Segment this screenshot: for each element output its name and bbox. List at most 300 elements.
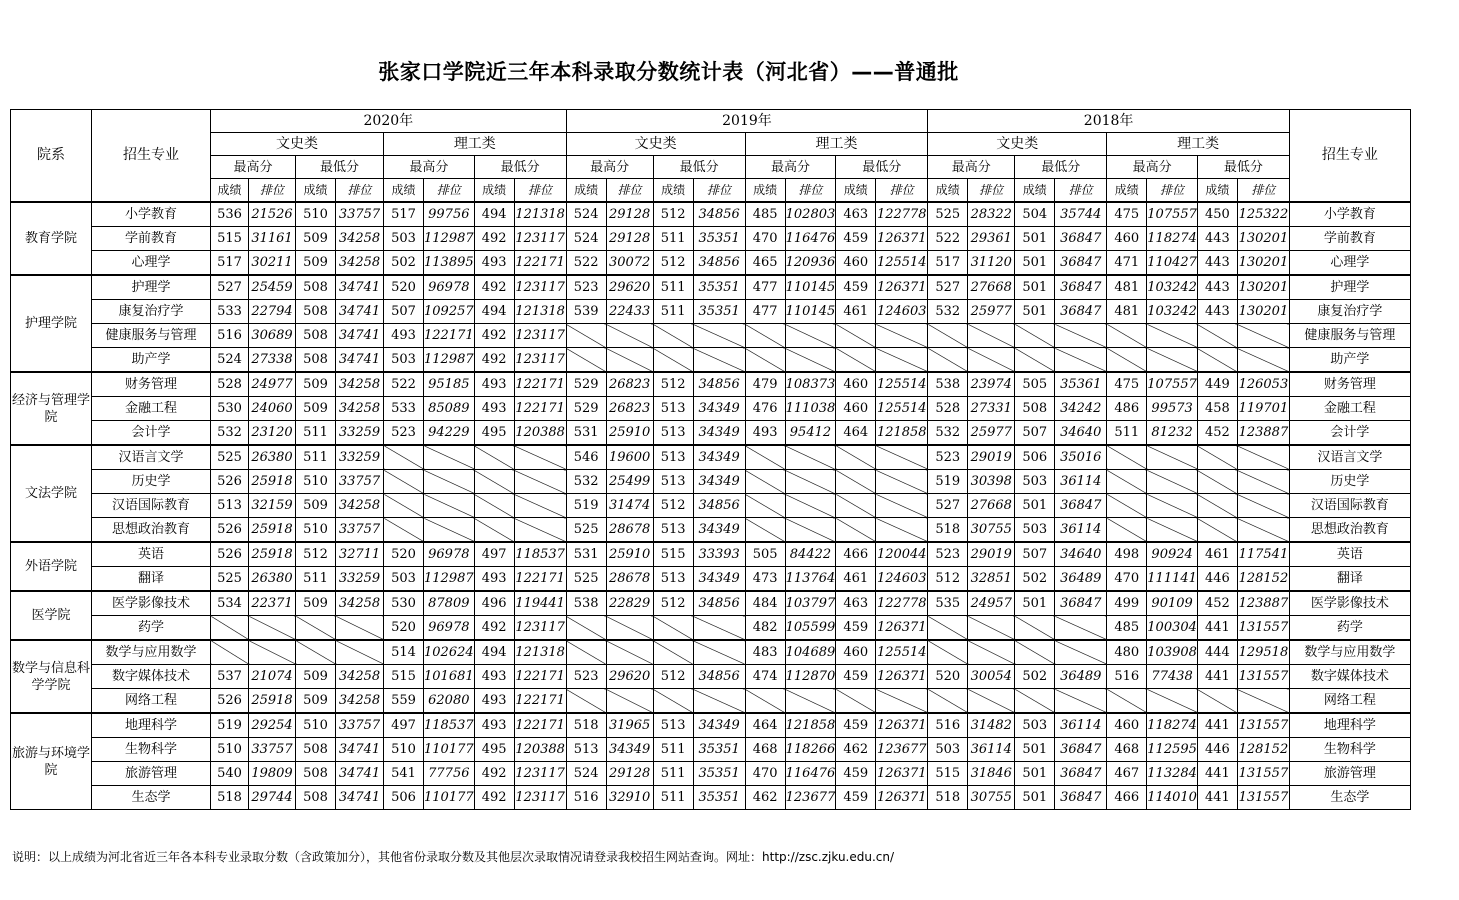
major-header-right: 招生专业 bbox=[1289, 110, 1410, 203]
min-score-cell: 493 bbox=[474, 397, 514, 421]
empty-cell bbox=[1197, 324, 1237, 348]
min-score-cell: 512 bbox=[653, 202, 693, 227]
max-score-cell: 506 bbox=[384, 786, 424, 810]
empty-cell bbox=[968, 348, 1015, 373]
empty-cell bbox=[1197, 348, 1237, 373]
max-score-cell: 534 bbox=[211, 591, 249, 616]
max-score-cell: 536 bbox=[211, 202, 249, 227]
min-rank-cell: 121318 bbox=[514, 640, 566, 665]
min-score-cell: 508 bbox=[296, 786, 336, 810]
min-rank-cell: 34258 bbox=[336, 665, 384, 689]
min-score-cell: 495 bbox=[474, 738, 514, 762]
min-rank-cell: 34741 bbox=[336, 348, 384, 373]
min-score-cell: 508 bbox=[296, 348, 336, 373]
major-cell: 护理学 bbox=[92, 275, 211, 300]
max-rank-cell: 122171 bbox=[424, 324, 475, 348]
max-score-cell: 497 bbox=[384, 713, 424, 738]
max-score-cell: 486 bbox=[1107, 397, 1147, 421]
min-score-cell: 511 bbox=[653, 300, 693, 324]
empty-cell bbox=[836, 494, 876, 518]
max-rank-cell: 112870 bbox=[785, 665, 836, 689]
rank-field-header: 排位 bbox=[1147, 179, 1198, 203]
min-score-cell: 461 bbox=[1197, 542, 1237, 567]
table-row bbox=[11, 372, 1411, 397]
max-score-cell: 523 bbox=[928, 445, 968, 470]
empty-cell bbox=[606, 324, 653, 348]
max-score-cell: 503 bbox=[384, 567, 424, 592]
empty-cell bbox=[1015, 689, 1055, 714]
empty-cell bbox=[1015, 616, 1055, 641]
max-rank-cell: 27668 bbox=[968, 275, 1015, 300]
empty-cell bbox=[249, 616, 296, 641]
empty-cell bbox=[296, 640, 336, 665]
max-score-cell: 532 bbox=[928, 300, 968, 324]
category-header: 文史类 bbox=[211, 133, 384, 156]
empty-cell bbox=[1147, 348, 1198, 373]
major-cell-right: 翻译 bbox=[1289, 567, 1410, 592]
major-cell: 会计学 bbox=[92, 421, 211, 446]
empty-cell bbox=[566, 689, 606, 714]
min-score-cell: 509 bbox=[296, 665, 336, 689]
empty-cell bbox=[968, 616, 1015, 641]
major-cell-right: 学前教育 bbox=[1289, 227, 1410, 251]
min-score-cell: 493 bbox=[474, 713, 514, 738]
max-score-cell: 503 bbox=[928, 738, 968, 762]
major-cell: 数字媒体技术 bbox=[92, 665, 211, 689]
category-header: 理工类 bbox=[1107, 133, 1290, 156]
major-header: 招生专业 bbox=[92, 110, 211, 203]
table-row bbox=[11, 348, 1411, 373]
max-rank-cell: 22371 bbox=[249, 591, 296, 616]
min-score-cell: 461 bbox=[836, 300, 876, 324]
empty-cell bbox=[1237, 348, 1289, 373]
min-score-cell: 466 bbox=[836, 542, 876, 567]
empty-cell bbox=[836, 689, 876, 714]
header-row-score-types bbox=[11, 156, 1411, 179]
empty-cell bbox=[474, 518, 514, 543]
min-score-cell: 459 bbox=[836, 227, 876, 251]
max-score-cell: 477 bbox=[745, 275, 785, 300]
table-row bbox=[11, 689, 1411, 714]
max-rank-cell: 29019 bbox=[968, 542, 1015, 567]
max-score-cell: 526 bbox=[211, 470, 249, 494]
max-rank-cell: 28322 bbox=[968, 202, 1015, 227]
table-row bbox=[11, 713, 1411, 738]
max-score-cell: 525 bbox=[566, 518, 606, 543]
max-rank-cell: 111038 bbox=[785, 397, 836, 421]
empty-cell bbox=[693, 640, 745, 665]
min-score-cell: 512 bbox=[653, 372, 693, 397]
min-score-cell: 449 bbox=[1197, 372, 1237, 397]
score-type-header: 最高分 bbox=[928, 156, 1015, 179]
max-score-cell: 510 bbox=[384, 738, 424, 762]
max-score-cell: 514 bbox=[384, 640, 424, 665]
rank-field-header: 排位 bbox=[424, 179, 475, 203]
max-rank-cell: 90109 bbox=[1147, 591, 1198, 616]
max-score-cell: 481 bbox=[1107, 300, 1147, 324]
min-score-cell: 459 bbox=[836, 762, 876, 786]
max-score-cell: 528 bbox=[211, 372, 249, 397]
min-rank-cell: 130201 bbox=[1237, 275, 1289, 300]
min-score-cell: 512 bbox=[296, 542, 336, 567]
max-score-cell: 485 bbox=[745, 202, 785, 227]
major-cell-right: 小学教育 bbox=[1289, 202, 1410, 227]
max-score-cell: 526 bbox=[211, 518, 249, 543]
header-row-categories bbox=[11, 133, 1411, 156]
min-rank-cell: 36114 bbox=[1055, 713, 1107, 738]
empty-cell bbox=[1147, 470, 1198, 494]
min-rank-cell: 130201 bbox=[1237, 300, 1289, 324]
score-field-header: 成绩 bbox=[1197, 179, 1237, 203]
max-rank-cell: 26380 bbox=[249, 445, 296, 470]
max-score-cell: 525 bbox=[211, 567, 249, 592]
empty-cell bbox=[693, 324, 745, 348]
max-rank-cell: 26380 bbox=[249, 567, 296, 592]
min-score-cell: 509 bbox=[296, 494, 336, 518]
min-rank-cell: 122171 bbox=[514, 397, 566, 421]
max-score-cell: 539 bbox=[566, 300, 606, 324]
empty-cell bbox=[653, 348, 693, 373]
score-type-header: 最低分 bbox=[653, 156, 745, 179]
table-row bbox=[11, 251, 1411, 276]
max-rank-cell: 110427 bbox=[1147, 251, 1198, 276]
empty-cell bbox=[211, 640, 249, 665]
min-rank-cell: 131557 bbox=[1237, 665, 1289, 689]
score-field-header: 成绩 bbox=[296, 179, 336, 203]
major-cell-right: 网络工程 bbox=[1289, 689, 1410, 714]
max-score-cell: 493 bbox=[384, 324, 424, 348]
min-rank-cell: 126371 bbox=[876, 786, 928, 810]
max-rank-cell: 22433 bbox=[606, 300, 653, 324]
empty-cell bbox=[1107, 689, 1147, 714]
table-row bbox=[11, 470, 1411, 494]
min-rank-cell: 126053 bbox=[1237, 372, 1289, 397]
max-rank-cell: 102624 bbox=[424, 640, 475, 665]
min-rank-cell: 126371 bbox=[876, 227, 928, 251]
empty-cell bbox=[566, 324, 606, 348]
max-rank-cell: 29019 bbox=[968, 445, 1015, 470]
min-score-cell: 510 bbox=[296, 518, 336, 543]
min-score-cell: 509 bbox=[296, 251, 336, 276]
empty-cell bbox=[474, 445, 514, 470]
max-score-cell: 477 bbox=[745, 300, 785, 324]
max-rank-cell: 21526 bbox=[249, 202, 296, 227]
empty-cell bbox=[785, 518, 836, 543]
major-cell-right: 汉语言文学 bbox=[1289, 445, 1410, 470]
min-score-cell: 493 bbox=[474, 689, 514, 714]
min-rank-cell: 34258 bbox=[336, 372, 384, 397]
min-score-cell: 508 bbox=[296, 275, 336, 300]
empty-cell bbox=[745, 348, 785, 373]
max-score-cell: 474 bbox=[745, 665, 785, 689]
max-score-cell: 526 bbox=[211, 689, 249, 714]
score-type-header: 最高分 bbox=[211, 156, 296, 179]
max-score-cell: 538 bbox=[928, 372, 968, 397]
major-cell: 生物科学 bbox=[92, 738, 211, 762]
max-score-cell: 524 bbox=[211, 348, 249, 373]
max-rank-cell: 77438 bbox=[1147, 665, 1198, 689]
min-score-cell: 497 bbox=[474, 542, 514, 567]
min-rank-cell: 34349 bbox=[693, 518, 745, 543]
empty-cell bbox=[1055, 348, 1107, 373]
min-rank-cell: 36847 bbox=[1055, 786, 1107, 810]
min-score-cell: 463 bbox=[836, 591, 876, 616]
max-rank-cell: 118266 bbox=[785, 738, 836, 762]
max-score-cell: 527 bbox=[928, 494, 968, 518]
empty-cell bbox=[514, 518, 566, 543]
max-score-cell: 523 bbox=[566, 275, 606, 300]
major-cell: 旅游管理 bbox=[92, 762, 211, 786]
max-score-cell: 524 bbox=[566, 202, 606, 227]
min-rank-cell: 122171 bbox=[514, 665, 566, 689]
min-score-cell: 502 bbox=[1015, 665, 1055, 689]
empty-cell bbox=[745, 445, 785, 470]
max-rank-cell: 120936 bbox=[785, 251, 836, 276]
min-rank-cell: 125514 bbox=[876, 251, 928, 276]
major-cell: 汉语国际教育 bbox=[92, 494, 211, 518]
empty-cell bbox=[424, 445, 475, 470]
table-row bbox=[11, 445, 1411, 470]
min-rank-cell: 36847 bbox=[1055, 494, 1107, 518]
empty-cell bbox=[1015, 348, 1055, 373]
max-rank-cell: 25499 bbox=[606, 470, 653, 494]
score-type-header: 最低分 bbox=[296, 156, 384, 179]
empty-cell bbox=[514, 494, 566, 518]
min-rank-cell: 34741 bbox=[336, 275, 384, 300]
score-type-header: 最高分 bbox=[566, 156, 653, 179]
empty-cell bbox=[928, 324, 968, 348]
score-type-header: 最低分 bbox=[836, 156, 928, 179]
table-row bbox=[11, 275, 1411, 300]
min-score-cell: 513 bbox=[653, 567, 693, 592]
major-cell-right: 数字媒体技术 bbox=[1289, 665, 1410, 689]
max-rank-cell: 123677 bbox=[785, 786, 836, 810]
max-score-cell: 515 bbox=[384, 665, 424, 689]
min-score-cell: 509 bbox=[296, 227, 336, 251]
min-score-cell: 443 bbox=[1197, 227, 1237, 251]
max-score-cell: 518 bbox=[928, 518, 968, 543]
max-rank-cell: 102803 bbox=[785, 202, 836, 227]
dept-cell: 文法学院 bbox=[11, 445, 92, 542]
max-score-cell: 519 bbox=[928, 470, 968, 494]
min-score-cell: 441 bbox=[1197, 786, 1237, 810]
category-header: 文史类 bbox=[928, 133, 1107, 156]
max-score-cell: 515 bbox=[928, 762, 968, 786]
major-cell-right: 会计学 bbox=[1289, 421, 1410, 446]
min-rank-cell: 34640 bbox=[1055, 542, 1107, 567]
max-score-cell: 532 bbox=[928, 421, 968, 446]
rank-field-header: 排位 bbox=[968, 179, 1015, 203]
min-score-cell: 508 bbox=[296, 300, 336, 324]
max-rank-cell: 32159 bbox=[249, 494, 296, 518]
empty-cell bbox=[785, 470, 836, 494]
min-rank-cell: 35351 bbox=[693, 275, 745, 300]
dept-cell: 护理学院 bbox=[11, 275, 92, 372]
min-rank-cell: 33393 bbox=[693, 542, 745, 567]
empty-cell bbox=[1055, 640, 1107, 665]
min-score-cell: 509 bbox=[296, 372, 336, 397]
min-rank-cell: 32711 bbox=[336, 542, 384, 567]
max-rank-cell: 32851 bbox=[968, 567, 1015, 592]
max-score-cell: 493 bbox=[745, 421, 785, 446]
empty-cell bbox=[653, 616, 693, 641]
rank-field-header: 排位 bbox=[876, 179, 928, 203]
max-rank-cell: 33757 bbox=[249, 738, 296, 762]
max-rank-cell: 110145 bbox=[785, 300, 836, 324]
min-rank-cell: 34856 bbox=[693, 372, 745, 397]
table-row bbox=[11, 421, 1411, 446]
empty-cell bbox=[745, 324, 785, 348]
max-score-cell: 473 bbox=[745, 567, 785, 592]
score-field-header: 成绩 bbox=[928, 179, 968, 203]
min-rank-cell: 34258 bbox=[336, 494, 384, 518]
min-rank-cell: 33259 bbox=[336, 445, 384, 470]
min-rank-cell: 126371 bbox=[876, 275, 928, 300]
max-rank-cell: 95412 bbox=[785, 421, 836, 446]
min-rank-cell: 34856 bbox=[693, 202, 745, 227]
min-rank-cell: 120044 bbox=[876, 542, 928, 567]
min-score-cell: 444 bbox=[1197, 640, 1237, 665]
max-rank-cell: 110177 bbox=[424, 786, 475, 810]
max-score-cell: 522 bbox=[928, 227, 968, 251]
min-rank-cell: 125322 bbox=[1237, 202, 1289, 227]
max-score-cell: 468 bbox=[745, 738, 785, 762]
min-score-cell: 459 bbox=[836, 665, 876, 689]
min-rank-cell: 34349 bbox=[693, 397, 745, 421]
max-rank-cell: 22829 bbox=[606, 591, 653, 616]
max-rank-cell: 30211 bbox=[249, 251, 296, 276]
max-score-cell: 520 bbox=[384, 275, 424, 300]
max-score-cell: 517 bbox=[384, 202, 424, 227]
max-rank-cell: 103797 bbox=[785, 591, 836, 616]
empty-cell bbox=[836, 470, 876, 494]
max-score-cell: 528 bbox=[928, 397, 968, 421]
max-rank-cell: 114010 bbox=[1147, 786, 1198, 810]
max-rank-cell: 34349 bbox=[606, 738, 653, 762]
max-score-cell: 527 bbox=[211, 275, 249, 300]
min-score-cell: 503 bbox=[1015, 713, 1055, 738]
empty-cell bbox=[1147, 324, 1198, 348]
major-cell-right: 金融工程 bbox=[1289, 397, 1410, 421]
empty-cell bbox=[1107, 324, 1147, 348]
score-type-header: 最低分 bbox=[1015, 156, 1107, 179]
max-rank-cell: 24060 bbox=[249, 397, 296, 421]
table-row bbox=[11, 616, 1411, 641]
max-rank-cell: 25918 bbox=[249, 689, 296, 714]
max-rank-cell: 84422 bbox=[785, 542, 836, 567]
max-score-cell: 482 bbox=[745, 616, 785, 641]
min-score-cell: 443 bbox=[1197, 251, 1237, 276]
min-rank-cell: 123117 bbox=[514, 275, 566, 300]
max-rank-cell: 31120 bbox=[968, 251, 1015, 276]
max-score-cell: 517 bbox=[928, 251, 968, 276]
min-rank-cell: 131557 bbox=[1237, 616, 1289, 641]
empty-cell bbox=[1197, 689, 1237, 714]
min-rank-cell: 123117 bbox=[514, 348, 566, 373]
min-score-cell: 512 bbox=[653, 665, 693, 689]
min-rank-cell: 119701 bbox=[1237, 397, 1289, 421]
max-rank-cell: 118537 bbox=[424, 713, 475, 738]
min-score-cell: 441 bbox=[1197, 713, 1237, 738]
min-score-cell: 513 bbox=[653, 518, 693, 543]
min-rank-cell: 36847 bbox=[1055, 591, 1107, 616]
empty-cell bbox=[876, 445, 928, 470]
score-field-header: 成绩 bbox=[1107, 179, 1147, 203]
min-score-cell: 501 bbox=[1015, 251, 1055, 276]
max-rank-cell: 27668 bbox=[968, 494, 1015, 518]
empty-cell bbox=[384, 445, 424, 470]
major-cell-right: 数学与应用数学 bbox=[1289, 640, 1410, 665]
major-cell-right: 地理科学 bbox=[1289, 713, 1410, 738]
max-rank-cell: 31965 bbox=[606, 713, 653, 738]
empty-cell bbox=[693, 616, 745, 641]
empty-cell bbox=[785, 348, 836, 373]
max-rank-cell: 99573 bbox=[1147, 397, 1198, 421]
min-score-cell: 501 bbox=[1015, 494, 1055, 518]
min-rank-cell: 129518 bbox=[1237, 640, 1289, 665]
max-rank-cell: 113764 bbox=[785, 567, 836, 592]
max-score-cell: 499 bbox=[1107, 591, 1147, 616]
max-rank-cell: 103242 bbox=[1147, 300, 1198, 324]
empty-cell bbox=[474, 494, 514, 518]
max-rank-cell: 30755 bbox=[968, 786, 1015, 810]
min-score-cell: 511 bbox=[653, 738, 693, 762]
major-cell-right: 思想政治教育 bbox=[1289, 518, 1410, 543]
max-score-cell: 516 bbox=[211, 324, 249, 348]
max-rank-cell: 94229 bbox=[424, 421, 475, 446]
empty-cell bbox=[1055, 324, 1107, 348]
rank-field-header: 排位 bbox=[514, 179, 566, 203]
min-score-cell: 492 bbox=[474, 275, 514, 300]
empty-cell bbox=[424, 470, 475, 494]
dept-cell: 旅游与环境学院 bbox=[11, 713, 92, 810]
rank-field-header: 排位 bbox=[785, 179, 836, 203]
score-field-header: 成绩 bbox=[211, 179, 249, 203]
min-rank-cell: 33757 bbox=[336, 202, 384, 227]
min-score-cell: 507 bbox=[1015, 421, 1055, 446]
major-cell-right: 助产学 bbox=[1289, 348, 1410, 373]
min-rank-cell: 36847 bbox=[1055, 275, 1107, 300]
max-rank-cell: 31474 bbox=[606, 494, 653, 518]
min-score-cell: 515 bbox=[653, 542, 693, 567]
empty-cell bbox=[566, 640, 606, 665]
empty-cell bbox=[424, 518, 475, 543]
max-score-cell: 512 bbox=[928, 567, 968, 592]
max-rank-cell: 24977 bbox=[249, 372, 296, 397]
max-rank-cell: 28678 bbox=[606, 518, 653, 543]
min-rank-cell: 34349 bbox=[693, 445, 745, 470]
min-rank-cell: 130201 bbox=[1237, 251, 1289, 276]
empty-cell bbox=[336, 640, 384, 665]
max-score-cell: 498 bbox=[1107, 542, 1147, 567]
table-row bbox=[11, 397, 1411, 421]
table-row bbox=[11, 227, 1411, 251]
max-rank-cell: 25977 bbox=[968, 300, 1015, 324]
major-cell: 学前教育 bbox=[92, 227, 211, 251]
major-cell: 历史学 bbox=[92, 470, 211, 494]
empty-cell bbox=[1055, 616, 1107, 641]
empty-cell bbox=[1015, 640, 1055, 665]
dept-cell: 医学院 bbox=[11, 591, 92, 640]
table-row bbox=[11, 494, 1411, 518]
min-score-cell: 460 bbox=[836, 372, 876, 397]
min-score-cell: 459 bbox=[836, 275, 876, 300]
min-rank-cell: 33757 bbox=[336, 518, 384, 543]
major-cell: 翻译 bbox=[92, 567, 211, 592]
max-score-cell: 467 bbox=[1107, 762, 1147, 786]
min-score-cell: 512 bbox=[653, 591, 693, 616]
min-score-cell: 513 bbox=[653, 397, 693, 421]
